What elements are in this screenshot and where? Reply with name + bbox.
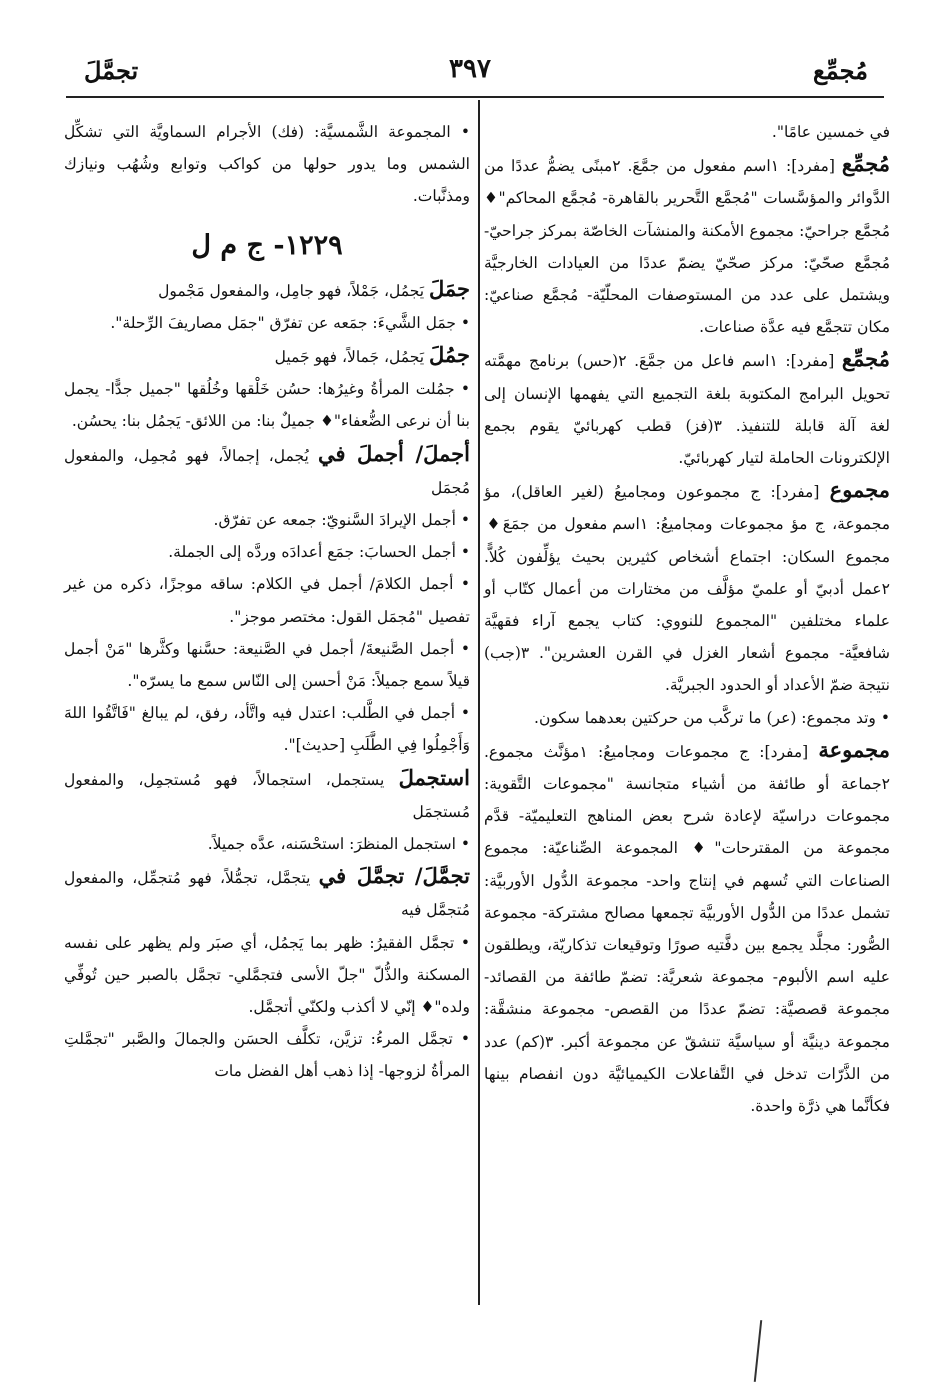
entry-jamula — [64, 339, 470, 373]
entry-mujammaa — [484, 148, 890, 343]
sub-entry: • أجمل الحسابَ: جمَع أعدادَه وردَّه إلى الجملة. — [168, 543, 470, 562]
headword: مجموعة — [818, 736, 890, 762]
sub-entry: • جمَل الشَّيءَ: جمَعه عن تفرّق "جمَل مصاريفَ الرِّحلة". — [110, 313, 470, 332]
header-rule — [66, 96, 884, 98]
sub-entry: • استجمل المنظرَ: استحْسَنه، عدَّه جميلاً. — [207, 835, 470, 854]
left-column — [64, 116, 470, 1088]
root-heading: ١٢٢٩- ج م ل — [191, 229, 343, 261]
column-divider — [478, 100, 480, 1305]
sub-entry: • أجمل الكلامَ/ أجمل في الكلام: ساقه موجزًا، ذكره من غير تفصيل "مُجمَل القول: مختصر موجز". — [64, 575, 470, 626]
scan-mark — [754, 1320, 762, 1382]
sub-entry: • تجمَّل المرءُ: تزيَّن، تكلَّف الحسَن والجمالَ والصَّبر "تجمَّلتِ المرأةُ لزوجها- إذا ذهب أهل الفضل مات — [64, 1030, 470, 1081]
headword: تجمَّلَ/ تجمَّلَ في — [318, 863, 470, 889]
headword: جمُلَ — [428, 342, 470, 368]
headword: مُجمِّع — [841, 346, 890, 372]
entry-tajammala — [64, 860, 470, 926]
entry-majmua — [484, 734, 890, 1122]
entry-jamala — [64, 273, 470, 307]
entry-mujammie — [484, 343, 890, 474]
definition: يَجمُل، جَمالاً، فهو جَميل — [274, 348, 429, 367]
definition: [مفرد]: ١اسم مفعول من جمَّعَ. ٢مبنًى يضمُّ عددًا من الدَّوائر والمؤسَّسات "مُجمَّع التَّحرير بالقاهرة- مُجمَّع المحاكم"♦ مُجمَّع جراحيّ: مجموع الأمكنة والمنشآت الخاصّة بمركز جراحيّ- مُجمَّع صحّيّ: مركز صحّيّ يضمّ عددًا من العيادات الخارجيَّة ويشتمل على عدد من المستوصفات المحلّيّة- مُجمَّع صناعيّ: مكان تتجمَّع فيه عدَّة صناعات. — [484, 157, 890, 337]
sub-entry: • المجموعة الشَّمسيَّة: (فك) الأجرام السماويَّة التي تشكِّل الشمس وما يدور حولها من كواكب وتوابع وشُهُب ونيازك ومذنَّبات. — [64, 123, 470, 206]
entry-continuation: في خمسين عامًا". — [771, 123, 890, 141]
entry-majmu — [484, 474, 890, 701]
definition: يَجمُل، جَمْلاً، فهو جامِل، والمفعول مَجْمول — [158, 281, 429, 300]
page-number: ٣٩٧ — [449, 54, 491, 84]
entry-ajmala — [64, 438, 470, 504]
sub-entry: • وتد مجموع: (عر) ما تركَّب من حركتين بعدهما سكون. — [534, 708, 890, 727]
headword: استجملَ — [398, 764, 470, 790]
definition: يستجمل، استجمالاً، فهو مُستجمِل، والمفعول مُستجمَل — [64, 770, 470, 821]
headword: جمَلَ — [428, 275, 470, 301]
header-guide-word-left: تجمَّلَ — [84, 56, 139, 85]
headword: مُجمِّع — [841, 151, 890, 177]
headword: أجملَ/ أجملَ في — [317, 440, 470, 466]
headword: مجموع — [829, 477, 890, 503]
right-column — [484, 116, 890, 1122]
header-guide-word-right: مُجمِّع — [813, 56, 868, 85]
definition: [مفرد]: ج مجموعون ومجاميعُ (لغير العاقل)، مؤ مجموعة، ج مؤ مجموعات ومجاميعُ: ١اسم مفعول من جمَعَ♦ مجموع السكان: اجتماع أشخاص كثيرين بحيث يؤلِّفون كُلاًّ. ٢عمل أدبيّ أو علميّ مؤلَّف من مختارات من أعمال كتّاب أو علماء مختلفين "المجموع للنووي: كتاب يجمع آراء فقهيَّة شافعيَّة- مجموع أشعار الغزل في القرن العشرين". ٣(جب) نتيجة ضمّ الأعداد أو الحدود الجبريَّة. — [484, 483, 891, 695]
sub-entry: • أجمل الصَّنيعةَ/ أجمل في الصَّنيعة: حسَّنها وكثَّرها "مَنْ أجمل قيلاً سمع جميلاً: مَنْ أحسن إلى النّاس سمع ما يسرّه". — [64, 639, 470, 691]
definition: يتجمَّل، تجمُّلاً، فهو مُتجمِّل، والمفعول مُتجمَّل فيه — [64, 869, 470, 920]
definition: يُجمل، إجمالاً، فهو مُجمِل، والمفعول مُجمَل — [64, 446, 470, 497]
sub-entry: • تجمَّل الفقيرُ: ظهر بما يَجمُل، أي صبَر ولم يظهر على نفسه المسكنة والذُّلّ "جلّ الأسى فتجمَّلي- تجمَّل بالصبر حين تُوفِّي ولده"♦ إنّي لا أكذب ولكنّي أتجمَّل. — [64, 933, 470, 1017]
sub-entry: • جمُلت المرأةُ وغيرُها: حسُن خَلْقها وخُلُقها "جميل جدًّا- يجمل بنا أن نرعى الضُّعفاء"♦ جميلٌ بنا: من اللائق- يَجمُل بنا: يحسُن. — [64, 380, 470, 431]
sub-entry: • أجمل الإيرادَ السَّنويّ: جمعه عن تفرّق. — [213, 511, 470, 530]
page-header — [66, 50, 874, 90]
entry-istajmala — [64, 762, 470, 828]
definition: [مفرد]: ج مجموعات ومجاميعُ: ١مؤنَّث مجموع. ٢جماعة أو طائفة من أشياء متجانسة "مجموعات التَّقوية: مجموعات دراسيّة لإعادة شرح بعض المناهج التعليميّة- قدَّم مجموعة من المقترحات"♦ المجموعة الصِّناعيّة: مجموع الصناعات التي تُسهم في إنتاج واحد- مجموعة الدُّول الأوربيَّة: تشمل عددًا من الدُّول الأوربيَّة تجمعها مصالح مشتركة- مجموعة الصُّور: مجلَّد يجمع بين دفَّتيه صورًا وتوقيعات تذكاريّة، ويطلقون عليه اسم الألبوم- مجموعة شعريَّة: تضمّ طائفة من القصائد- مجموعة قصصيَّة: تضمّ عددًا من القصص- مجموعة منشقَّة: مجموعة دينيَّة أو سياسيَّة تنشقّ عن مجموعة أكبر. ٣(كم) عدد من الذَّرّات تدخل في التَّفاعلات الكيميائيَّة دون انفصام بينها فكأنَّما هي ذرَّة واحدة. — [484, 742, 890, 1116]
sub-entry: • أجمل في الطَّلب: اعتدل فيه واتَّأد، رفق، لم يبالغ "فَاتَّقُوا اللهَ وَأَجْمِلُوا فِي الطَّلَبِ [حديث]". — [64, 704, 470, 755]
definition: [مفرد]: ١اسم فاعل من جمَّعَ. ٢(حس) برنامج مهمَّته تحويل البرامج المكتوبة بلغة التجميع التي يفهمها الإنسان إلى لغة آلة قابلة للتنفيذ. ٣(فز) قطب كهربائيّ يقوم بجمع الإلكترونات الحاملة لتيار كهربائيّ. — [484, 352, 890, 468]
